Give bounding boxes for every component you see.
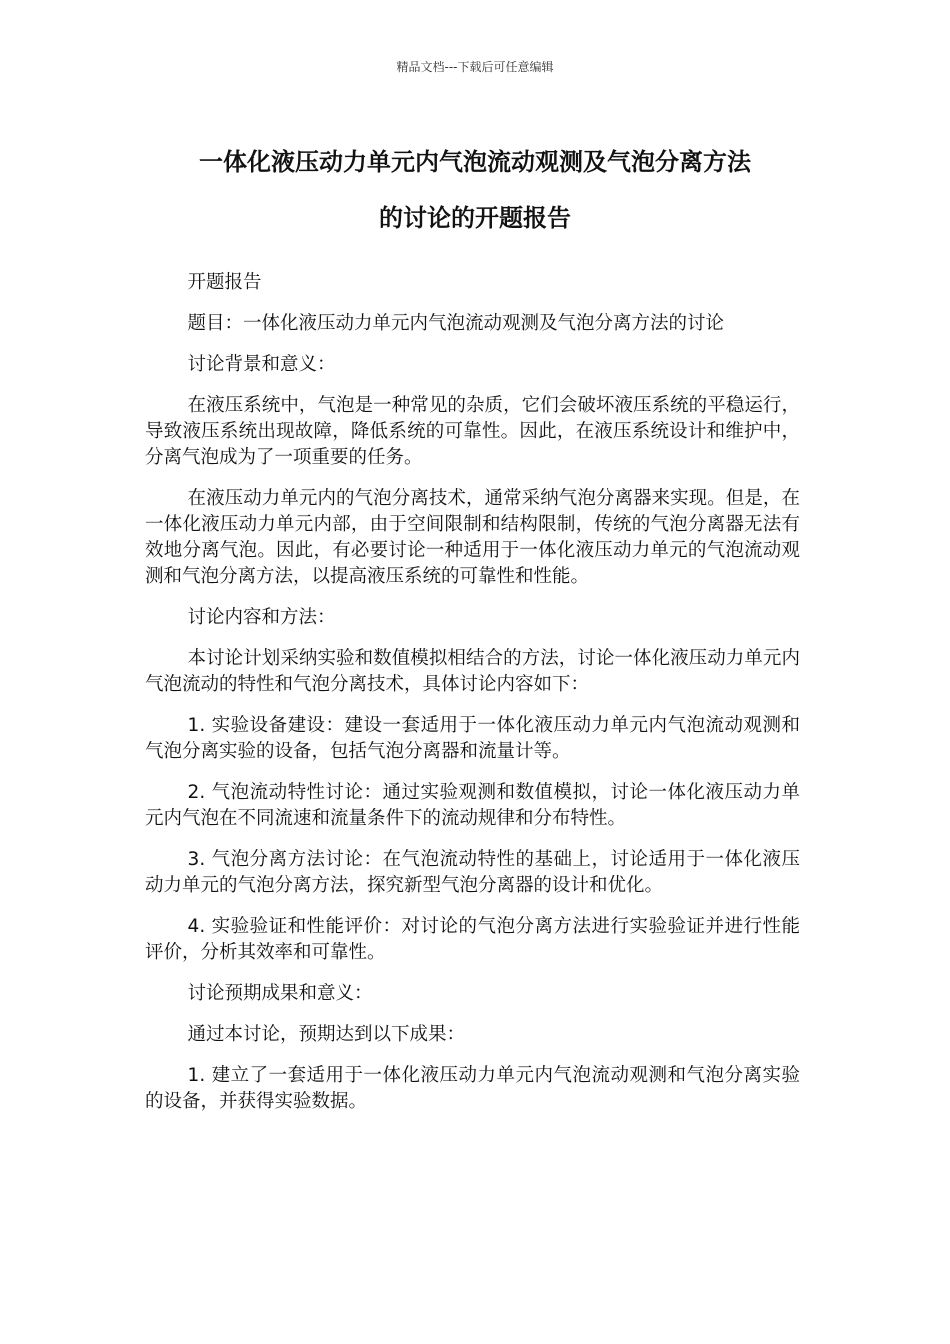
paragraph: 在液压动力单元内的气泡分离技术，通常采纳气泡分离器来实现。但是，在一体化液压动力单元内部，由于空间限制和结构限制，传统的气泡分离器无法有效地分离气泡。因此，有必要讨论一种适用于一体化液压动力单元的气泡流动观测和气泡分离方法，以提高液压系统的可靠性和性能。 <box>145 488 800 587</box>
paragraph: 1. 实验设备建设：建设一套适用于一体化液压动力单元内气泡流动观测和气泡分离实验的设备，包括气泡分离器和流量计等。 <box>145 715 800 762</box>
paragraph: 3. 气泡分离方法讨论：在气泡流动特性的基础上，讨论适用于一体化液压动力单元的气泡分离方法，探究新型气泡分离器的设计和优化。 <box>145 849 800 896</box>
paragraph: 本讨论计划采纳实验和数值模拟相结合的方法，讨论一体化液压动力单元内气泡流动的特性和气泡分离技术，具体讨论内容如下： <box>145 648 800 695</box>
paragraph: 1. 建立了一套适用于一体化液压动力单元内气泡流动观测和气泡分离实验的设备，并获得实验数据。 <box>145 1065 800 1112</box>
paragraph: 题目：一体化液压动力单元内气泡流动观测及气泡分离方法的讨论 <box>187 313 725 334</box>
page-header: 精品文档---下载后可任意编辑 <box>396 60 554 74</box>
document-title <box>130 134 820 246</box>
paragraph: 开题报告 <box>187 272 262 293</box>
paragraph: 讨论内容和方法： <box>187 607 336 628</box>
document-body <box>145 270 800 1130</box>
paragraph: 讨论预期成果和意义： <box>187 983 373 1004</box>
paragraph: 4. 实验验证和性能评价：对讨论的气泡分离方法进行实验验证并进行性能评价，分析其效率和可靠性。 <box>145 916 800 963</box>
paragraph: 在液压系统中，气泡是一种常见的杂质，它们会破坏液压系统的平稳运行，导致液压系统出现故障，降低系统的可靠性。因此，在液压系统设计和维护中，分离气泡成为了一项重要的任务。 <box>145 395 800 468</box>
title-line-1: 一体化液压动力单元内气泡流动观测及气泡分离方法 <box>199 148 751 176</box>
paragraph: 讨论背景和意义： <box>187 354 336 375</box>
paragraph: 2. 气泡流动特性讨论：通过实验观测和数值模拟，讨论一体化液压动力单元内气泡在不同流速和流量条件下的流动规律和分布特性。 <box>145 782 800 829</box>
title-line-2: 的讨论的开题报告 <box>379 204 571 232</box>
paragraph: 通过本讨论，预期达到以下成果： <box>187 1024 466 1045</box>
